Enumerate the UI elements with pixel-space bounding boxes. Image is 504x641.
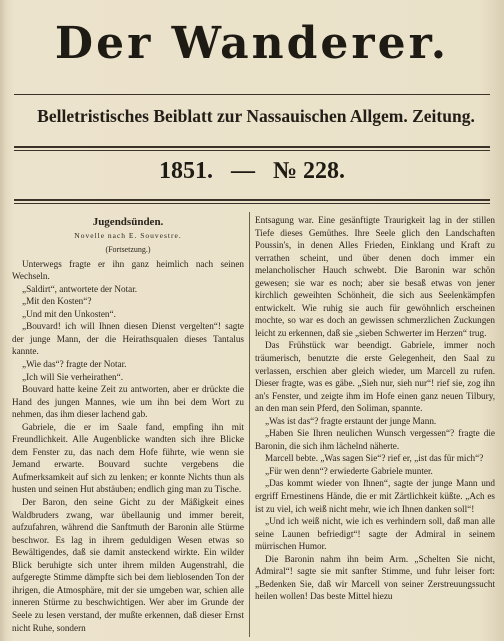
paragraph: „Wie das“? fragte der Notar. [22,359,127,370]
issue-rule-thin [14,203,490,204]
paragraph: „Das kommt wieder von Ihnen“, sagte der junge Mann und ergriff Ernestinens Hände, die er mit Zärtlichkeit küßte. „Ach es ist zu viel, ich weiß nicht mehr, wie ich Ihnen danken soll“! [255,478,495,514]
paragraph: „Und ich weiß nicht, wie ich es verhindern soll, daß man alle seine Launen befriedigt“! sagte der Admiral in seinem mürrischen Humor. [255,516,495,552]
right-column [255,214,495,603]
paragraph: „Was ist das“? fragte erstaunt der junge Mann. [265,415,437,426]
story-byline: Novelle nach E. Souvestre. [74,230,182,240]
newspaper-subtitle: Belletristisches Beiblatt zur Nassauischen Allgem. Zeitung. [37,106,475,126]
paragraph: Gabriele, die er im Saale fand, empfing ihn mit Freundlichkeit. Alle Augenblicke wandten sich ihre Blicke dem Fenster zu, das nach dem Hofe führte, wie wenn sie Jemand erwarte. Bouvard suchte vergebens die Aufmerksamkeit auf sich zu lenken; er konnte Nichts thun als husten und seinen Hut abstäuben; endlich ging man zu Tische. [12,421,244,495]
issue-number: № 228. [272,158,346,184]
paragraph: Die Baronin nahm ihn beim Arm. „Schelten Sie nicht, Admiral“! sagte sie mit sanfter Stimme, und fuhr leiser fort: „Bedenken Sie, daß wir Marcell von seiner Zerstreuungssucht heilen wollen! Das beste Mittel hiezu [255,553,495,602]
paragraph: „Mit den Kosten“? [22,296,92,307]
paragraph: Das Frühstück war beendigt. Gabriele, immer noch träumerisch, benutzte die erste Gelegenheit, den Saal zu verlassen, erschien aber gleich wieder, um Marcell zu rufen. Dieser fragte, was es gäbe. „Sieh nur, sieh nur“! rief sie, zog ihn an's Fenster, und zeigte ihm im Hofe einen ganz neuen Tilbury, an den man sein Pferd, den Soliman, spannte. [255,340,495,414]
issue-line [0,158,504,185]
paragraph: „Und mit den Unkosten“. [22,308,116,319]
left-column [12,214,244,634]
continued-note: (Fortsetzung.) [105,245,151,255]
story-title: Jugendsünden. [92,216,164,228]
masthead-rule [14,94,490,95]
paragraph: Entsagung war. Eine gesänftigte Traurigkeit lag in der stillen Tiefe dieses Gemüthes. Ihre Seele glich den Landschaften Poussin's, in denen Alles Frieden, Einklang und Kraft zu verrathen scheint, und über denen doch immer ein melancholischer Hauch schwebt. Die Baronin war schön gewesen; sie war es noch; aber sie besaß etwas von jener kirchlich geweihten Schönheit, die sich aus Seelenkämpfen entwickelt. Wie ruhig sie auch für gewöhnlich erscheinen mochte, so war es doch an gewissen schmerzlichen Zuckungen leicht zu erkennen, daß sie „sieben Schwerter im Herzen“ trug. [255,215,495,338]
paragraph: Bouvard hatte keine Zeit zu antworten, aber er drückte die Hand des jungen Mannes, wie um ihn bei dem Wort zu nehmen, das ihm dieser lachend gab. [12,384,244,420]
paragraph: „Saldirt“, antwortete der Notar. [22,283,138,294]
paragraph: Unterwegs fragte er ihn ganz heimlich nach seinen Wechseln. [12,258,244,282]
masthead-title: Der Wanderer. [54,18,450,69]
subtitle-rule-thin [14,150,490,151]
paragraph: „Bouvard! ich will Ihnen diesen Dienst vergelten“! sagte der junge Mann, der die Heirathsqualen dieses Tantalus kannte. [12,321,244,357]
column-separator [249,212,250,637]
paragraph: Der Baron, den seine Gicht zu der Mäßigkeit eines Waldbruders zwang, war übellaunig und immer bereit, aufzufahren, während die Sanftmuth der Baronin alle Stürme beschwor. Es lag in ihrem geduldigen Wesen etwas so Bewältigendes, daß sie damit ansteckend wirkte. Ein wilder Blick beruhigte sich unter ihrem milden Augenstrahl, die aufgeregte Stimme dämpfte sich bei dem lieblosenden Ton der ihrigen, die Atmosphäre, mit der sie umgeben war, schien alle inneren Stürme zu beschwichtigen. Wer aber im Grunde der Seele zu lesen verstand, der mußte erkennen, daß dieser Ernst nicht Ruhe, sondern [12,497,244,633]
paragraph: „Ich will Sie verheirathen“. [22,371,124,382]
paragraph: „Haben Sie Ihren neulichen Wunsch vergessen“? fragte die Baronin, die sich ihm lächelnd näherte. [255,428,495,451]
paragraph: „Für wen denn“? erwiederte Gabriele munter. [265,465,433,476]
issue-year: 1851. [158,158,213,184]
issue-dash: — [230,158,255,184]
subtitle-rule-top [14,146,490,148]
issue-rule [14,199,490,201]
paragraph: Marcell bebte. „Was sagen Sie“? rief er, „ist das für mich“? [265,453,484,464]
